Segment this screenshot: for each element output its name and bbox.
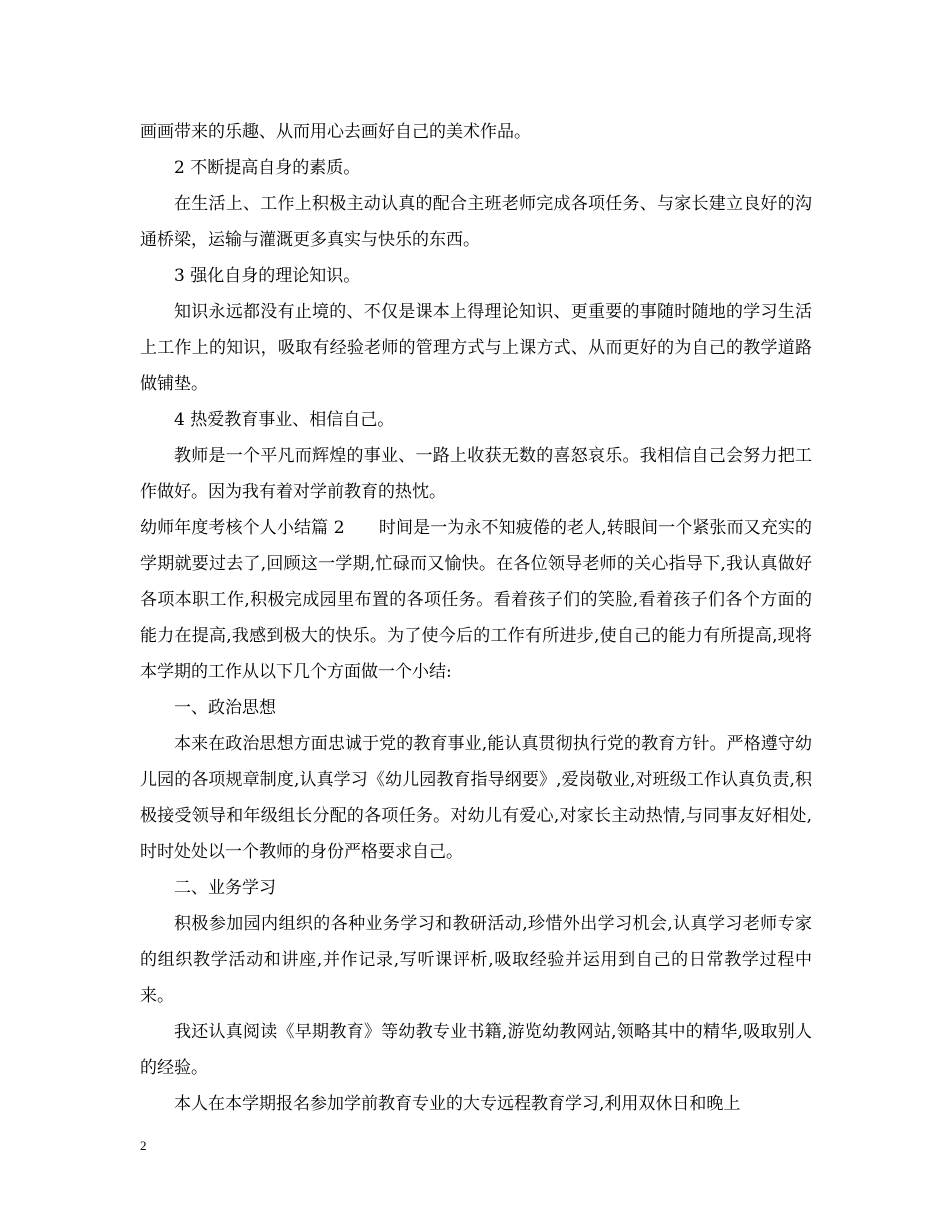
paragraph-continuation: 画画带来的乐趣、从而用心去画好自己的美术作品。	[140, 122, 531, 142]
page-number: 2	[140, 1138, 147, 1153]
paragraph-reading: 我还认真阅读《早期教育》等幼教专业书籍,游览幼教网站,领略其中的精华,吸取别人的经验。	[140, 1022, 812, 1078]
paragraph-work-life: 在生活上、工作上积极主动认真的配合主班老师完成各项任务、与家长建立良好的沟通桥梁，运输与灌溉更多真实与快乐的东西。	[140, 194, 812, 250]
heading-3-theory-knowledge: 3 强化自身的理论知识。	[174, 266, 361, 286]
heading-professional-study: 二、业务学习	[174, 878, 276, 898]
paragraph-political-thought: 本来在政治思想方面忠诚于党的教育事业,能认真贯彻执行党的教育方针。严格遵守幼儿园的各项规章制度,认真学习《幼儿园教育指导纲要》,爱岗敬业,对班级工作认真负责,积极接受领导和年级组长分配的各项任务。对幼儿有爱心,对家长主动热情,与同事友好相处,时时处处以一个教师的身份严格要求自己。	[140, 734, 812, 862]
paragraph-knowledge: 知识永远都没有止境的、不仅是课本上得理论知识、更重要的事随时随地的学习生活上工作上的知识，吸取有经验老师的管理方式与上课方式、从而更好的为自己的教学道路做铺垫。	[140, 302, 812, 394]
paragraph-professional-study: 积极参加园内组织的各种业务学习和教研活动,珍惜外出学习机会,认真学习老师专家的组织教学活动和讲座,并作记录,写听课评析,吸取经验并运用到自己的日常教学过程中来。	[140, 914, 812, 1006]
paragraph-distance-learning: 本人在本学期报名参加学前教育专业的大专远程教育学习,利用双休日和晚上	[174, 1094, 741, 1114]
document-body	[140, 114, 812, 1122]
heading-2-improve-quality: 2 不断提高自身的素质。	[174, 158, 361, 178]
paragraph-article-2-intro: 幼师年度考核个人小结篇 2 时间是一为永不知疲倦的老人,转眼间一个紧张而又充实的学期就要过去了,回顾这一学期,忙碌而又愉快。在各位领导老师的关心指导下,我认真做好各项本职工作,积极完成园里布置的各项任务。看着孩子们的笑脸,看着孩子们各个方面的能力在提高,我感到极大的快乐。为了使今后的工作有所进步,使自己的能力有所提高,现将本学期的工作从以下几个方面做一个小结:	[140, 518, 812, 682]
heading-political-thought: 一、政治思想	[174, 698, 276, 718]
heading-4-love-education: 4 热爱教育事业、相信自己。	[174, 410, 395, 430]
paragraph-teacher: 教师是一个平凡而辉煌的事业、一路上收获无数的喜怒哀乐。我相信自己会努力把工作做好。因为我有着对学前教育的热忱。	[140, 446, 812, 502]
